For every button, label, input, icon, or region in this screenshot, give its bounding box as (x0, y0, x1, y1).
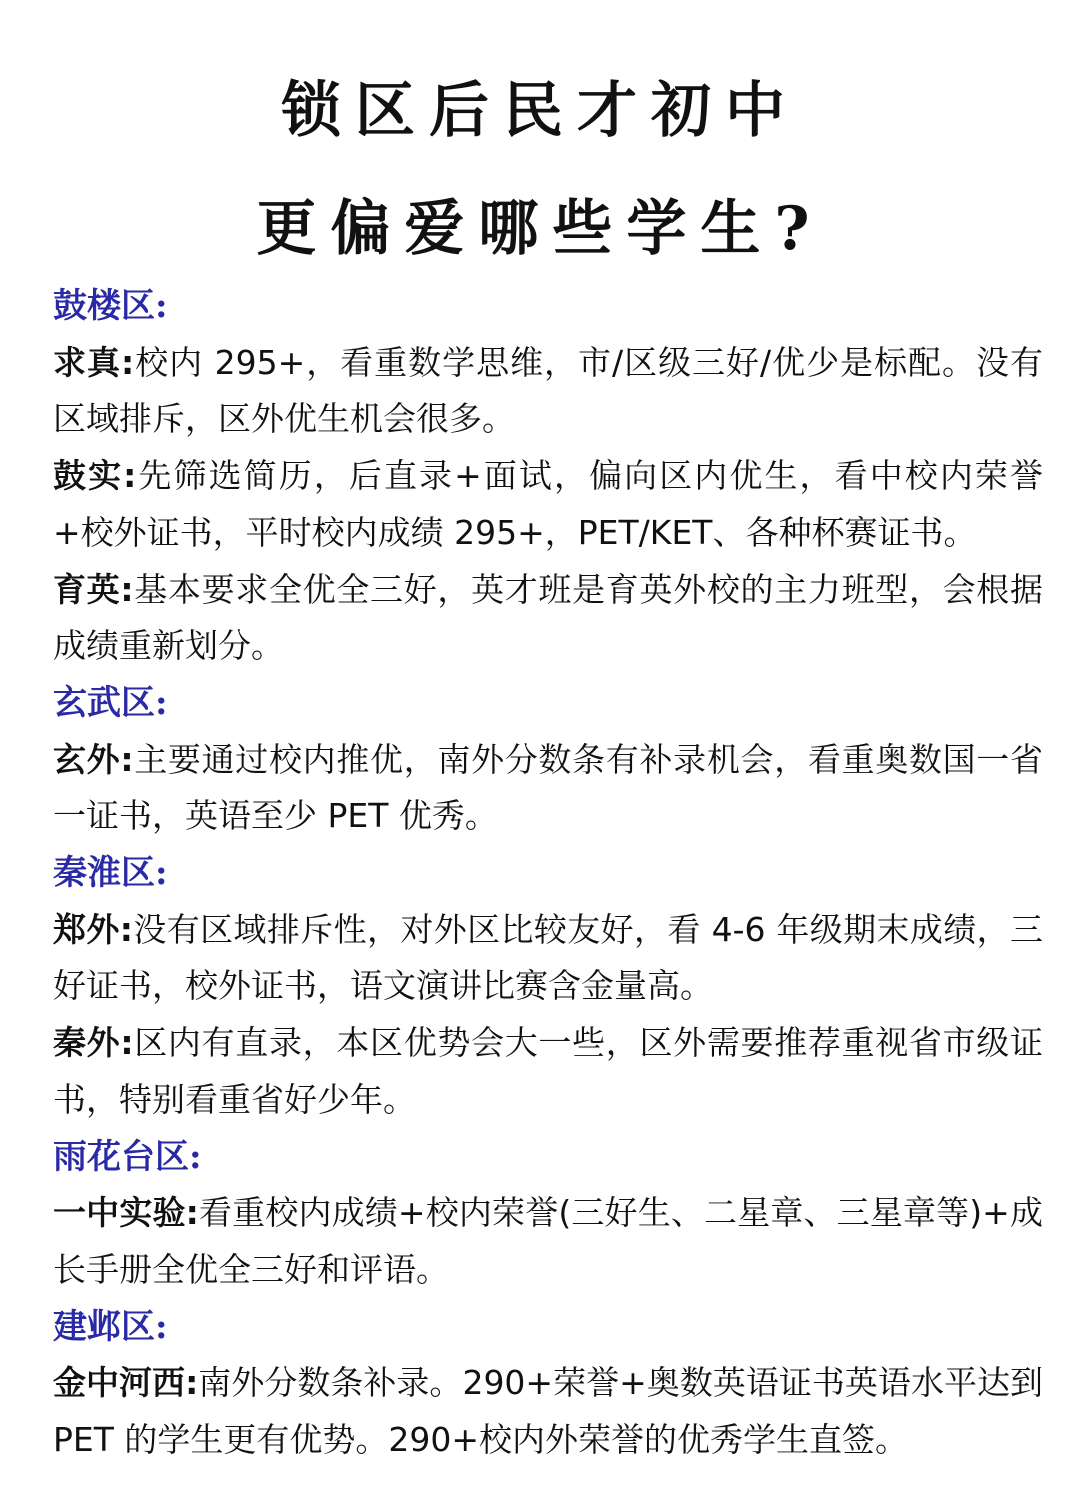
school-description: 南外分数条补录。290+荣誉+奥数英语证书英语水平达到 PET 的学生更有优势。290+校内外荣誉的优秀学生直签。 (53, 1363, 1043, 1459)
school-entry-zhengwai (53, 902, 1043, 1015)
school-description: 基本要求全优全三好，英才班是育英外校的主力班型，会根据成绩重新划分。 (53, 569, 1043, 666)
school-description: 没有区域排斥性，对外区比较友好，看 4-6 年级期末成绩，三好证书，校外证书，语文演讲比赛含金量高。 (53, 909, 1043, 1006)
school-entry-qinwai (53, 1015, 1043, 1128)
school-entry-jinzhong-hexi (53, 1355, 1043, 1468)
school-name: 一中实验: (53, 1193, 199, 1233)
district-heading-yuhuatai: 雨花台区: (53, 1136, 202, 1177)
school-description: 校内 295+，看重数学思维，市/区级三好/优少是标配。没有区域排斥，区外优生机会很多。 (53, 342, 1043, 439)
school-name: 秦外: (53, 1023, 134, 1063)
title-line-2: 更偏爱哪些学生? (256, 194, 824, 264)
school-name: 鼓实: (53, 456, 137, 496)
school-name: 郑外: (53, 909, 133, 949)
school-description: 主要通过校内推优，南外分数条有补录机会，看重奥数国一省一证书，英语至少 PET 优秀。 (53, 739, 1043, 836)
school-description: 区内有直录，本区优势会大一些，区外需要推荐重视省市级证书，特别看重省好少年。 (53, 1023, 1043, 1119)
school-name: 育英: (53, 569, 134, 609)
school-name: 金中河西: (53, 1363, 199, 1403)
district-heading-gulou: 鼓楼区: (53, 286, 168, 326)
school-name: 玄外: (53, 739, 134, 779)
school-entry-yizhong-shiyan (53, 1185, 1043, 1298)
school-description: 看重校内成绩+校内荣誉(三好生、二星章、三星章等)+成长手册全优全三好和评语。 (53, 1193, 1043, 1289)
school-entry-xuanwai (53, 732, 1043, 845)
school-description: 先筛选简历，后直录+面试，偏向区内优生，看中校内荣誉+校外证书，平时校内成绩 295+，PET/KET、各种杯赛证书。 (53, 456, 1043, 552)
school-entry-qiuzhen (53, 335, 1043, 448)
school-entry-gushi (53, 448, 1043, 561)
content-body (53, 278, 1043, 1469)
school-entry-yuying (53, 562, 1043, 675)
district-heading-qinhuai: 秦淮区: (53, 853, 168, 893)
school-name: 求真: (53, 342, 135, 382)
district-heading-xuanwu: 玄武区: (53, 682, 168, 723)
title-line-1: 锁区后民才初中 (281, 76, 799, 146)
district-heading-jianye: 建邺区: (53, 1306, 168, 1347)
